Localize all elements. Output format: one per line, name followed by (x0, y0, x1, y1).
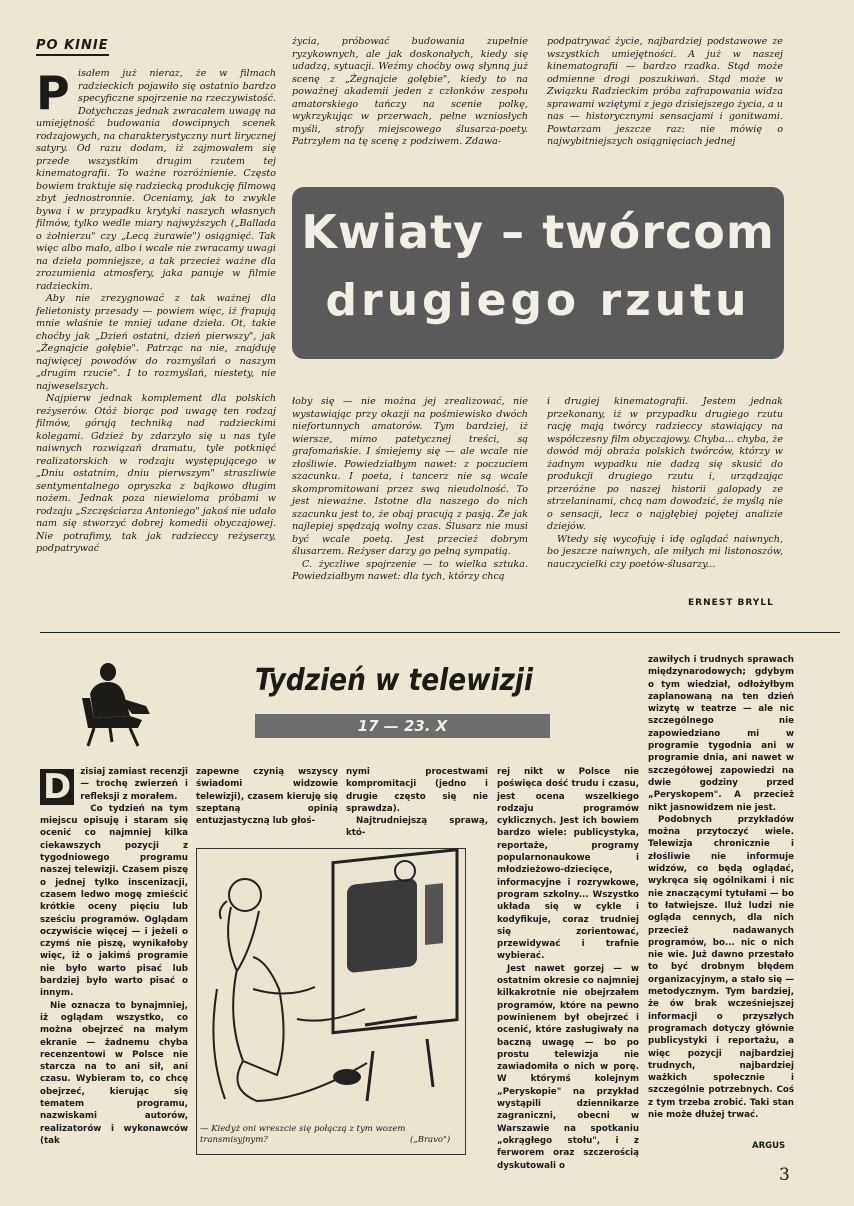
tv-paragraph: zapewne czynią wszyscy świadomi widzowie telewizji), czasem kieruję się szeptaną opinią entuzjastyczną lub głoś- (196, 767, 338, 827)
tv-paragraph: zisiaj zamiast recenzji — trochę zwierzeń i refleksji z morałem. (80, 767, 188, 802)
tv-signature: ARGUS (752, 1141, 786, 1151)
section-divider (40, 632, 840, 633)
tv-paragraph: Najtrudniejszą sprawą, któ- (346, 816, 488, 839)
article-paragraph: i drugiej kinematografii. Jestem jednak przekonany, iż w przypadku drugiego rzutu rację mają twórcy radzieccy stawiający na współczesny film obyczajowy. Chyba... chyba, że dowód mój obraża polskich twórców, którzy w żadnym wypadku nie dadzą się skusić do produkcji drugiego rzutu i, urządzając przeróżne po naszej historii galopady ze strzelaninami, chcą nam dowodzić, że myślą nie o sensacji, lecz o najgłębiej pojętej analizie dziejów. (547, 396, 783, 532)
page-number: 3 (779, 1165, 790, 1185)
tv-column-3 (346, 766, 488, 839)
article-column-2-bottom (292, 396, 528, 610)
article-column-1 (36, 68, 276, 608)
article-column-3-bottom (547, 396, 783, 594)
tv-date-range: 17 — 23. X (255, 714, 550, 738)
tv-paragraph: Nie oznacza to bynajmniej, iż oglądam wszystko, co można obejrzeć na małym ekranie — żadnemu chyba recenzentowi w Polsce nie starcza na to ani sił, ani czasu. Wybieram to, co chcę obejrzeć, kierując się tematem programu, nazwiskami autorów, realizatorów i wykonawców (tak (40, 1000, 188, 1146)
cartoon-credit: („Bravo") (410, 1135, 451, 1145)
tv-paragraph: rej nikt w Polsce nie poświęca dość trudu i czasu, jest ocena wszelkiego rodzaju programów cyklicznych. Jest ich bowiem bardzo wiele: publicystyka, reportaże, programy popularnonaukowe i młodzieżowo-dziecięce, informacyjne i rozrywkowe, program szkolny... Wszystko układa się w cykle i kodyfikuje, coraz trudniej się zorientować, przewidywać i trafnie wybierać. (497, 767, 639, 962)
tv-paragraph: Co tydzień na tym miejscu opisuję i staram się ocenić co najmniej kilka ciekawszych pozycji z tygodniowego programu naszej telewizji. Czasem piszę o jednej tylko inscenizacji, czasem ledwo mogę zmieścić krótkie oceny pięciu lub sześciu programów. Oglądam oczywiście więcej — i jeżeli o czymś nie piszę, wynikałoby więc, iż o jakimś programie nie było warto pisać lub bardziej było warto pisać o innym. (40, 803, 188, 999)
article-title-box (292, 187, 784, 359)
tv-dropcap: D (40, 769, 74, 805)
tv-paragraph: Jest nawet gorzej — w ostatnim okresie co najmniej kilkakrotnie nie obejrzałem programów, które na pewno powinienem był obejrzeć i ocenić, które zasługiwały na baczną uwagę — bo po prostu telewizja nie zawiadomiła o nich w porę. W którymś kolejnym „Peryskopie" na przykład wystąpili dziennikarze zagraniczni, obecni w Warszawie na spotkaniu „okrągłego stołu", i z ferworem oraz szczerością dyskutowali o (497, 963, 639, 1171)
article-column-2-top (292, 36, 528, 162)
article-paragraph: C. życzliwe spojrzenie — to wielka sztuka. Powiedziałbym nawet: dla tych, którzy chcą (292, 558, 528, 582)
article-paragraph: Aby nie zrezygnować z tak ważnej dla felietonisty przesady — powiem więc, iż frapują mnie właśnie te mniej udane dzieła. Ot, takie choćby jak „Dzień ostatni, dzień pierwszy", jak „Żegnajcie gołębie". Patrząc na nie, znajduję najwięcej powodów do rozmyślań o naszym „drugim rzucie". I to rozmyślań, niestety, nie najweselszych. (36, 293, 276, 392)
article-paragraph: isałem już nieraz, że w filmach radzieckich pojawiło się ostatnio bardzo specyficzne spojrzenie na rzeczywistość. Dotychczas jednak zwracałem uwagę na umiejętność budowania dowcipnych scenek rodzajowych, na charakterystyczny nurt lirycznej satyry. Od razu dodam, iż zajmowałem się przede wszystkim drugim rzutem tej kinematografii. To ważne rozróżnienie. Często bowiem traktuje się radziecką produkcję filmową zbyt jednostronnie. Oceniamy, jak to zwykle bywa i w przypadku krytyki naszych własnych filmów, tylko wedle miary najwyższych („Ballada o żołnierzu" czy „Lecą żurawie") osiągnięć. Tak więc albo mało, albo i wcale nie zwracamy uwagi na dzieła pomniejsze, a tak przecież ważne dla zrozumienia atmosfery, jaka panuje w filmie radzieckim. (36, 68, 276, 292)
tv-column-5 (648, 654, 794, 1138)
article-author: ERNEST BRYLL (688, 598, 774, 608)
tv-section-title: Tydzień w telewizji (255, 663, 534, 698)
article-paragraph: łoby się — nie można jej zrealizować, nie wystawiając przy okazji na pośmiewisko dwóch niefortunnych amatorów. Tym bardziej, iż wiersze, mimo patetycznej treści, są grafomańskie. I śmiejemy się — ale wcale nie złośliwie. Powiedziałbym nawet: z poczuciem szacunku. I poeta, i tancerz nie są wcale skompromitowani przez swą nieudolność. To jest nieważne. Istotne dla naszego do nich szacunku jest to, że obaj pracują z pasją. Że jak najlepiej spędzają wolny czas. Ślusarz nie musi być wcale poetą. Jest przecież dobrym ślusarzem. Reżyser darzy go pełną sympatią. (292, 396, 528, 557)
article-paragraph: Wtedy się wycofuję i idę oglądać naiwnych, bo jeszcze naiwnych, ale miłych mi listonoszów, nauczycielki czy poetów-ślusarzy... (547, 533, 783, 570)
tv-paragraph: zawiłych i trudnych sprawach międzynarodowych; gdybym o tym wiedział, odłożyłbym zaplanowaną na ten dzień wizytę w teatrze — ale nic szczególnego nie zapowiedziano mi w programie tygodnia ani w programie dnia, ani nawet w szczegółowej zapowiedzi na dwie godziny przed „Peryskopem". A przecież nikt jasnowidzem nie jest. (648, 655, 794, 813)
cartoon-caption: — Kiedyż oni wreszcie się połączą z tym wozem transmisyjnym? (200, 1124, 406, 1145)
section-label: PO KINIE (36, 38, 109, 56)
tv-viewer-icon (80, 658, 156, 748)
tv-column-2 (196, 766, 338, 826)
tv-paragraph: nymi procestwami kompromitacji (jedno i drugie często się nie sprawdza). (346, 767, 488, 814)
cartoon-drawing (197, 849, 465, 1124)
article-paragraph: Najpierw jednak komplement dla polskich reżyserów. Otóż biorąc pod uwagę ten rodzaj filmów, górują techniką nad radzieckimi kolegami. Gdzież by zdarzyło się u nas tyle naiwnych rozwiązań dramatu, tyle potknięć realizatorskich w rodzaju występującego w „Dniu ostatnim, dniu pierwszym" straszliwie sentymentalnego opryszka z bajkowo długim nożem. Jednak poza niewieloma próbami w rodzaju „Szczęściarza Antoniego" jakoś nie udało nam się stworzyć dobrej komedii obyczajowej. Nie potrafimy, tak jak radzieccy reżyserzy, podpatrywać (36, 393, 276, 554)
article-paragraph: życia, próbować budowania zupełnie ryzykownych, ale jak doskonałych, kiedy się udadzą, sytuacji. Weźmy choćby ową słynną już scenę z „Żegnajcie gołębie", kiedy to na poważnej akademii jeden z członków zespołu amatorskiego tańczy na scenie polkę, wykrzykując w przerwach, pełne wzniosłych myśli, strofy miejscowego ślusarza-poety. Patrzyłem na tę scenę z podziwem. Zdawa- (292, 36, 528, 147)
article-title-line-1: Kwiaty – twórcom (301, 205, 775, 259)
article-column-3-top (547, 36, 783, 162)
tv-paragraph: Podobnych przykładów można przytoczyć wiele. Telewizja chronicznie i złośliwie nie informuje widzów, co będą oglądać, wykręca się ogólnikami i nic nie znaczącymi tytułami — bo to łatwiejsze. Iluż ludzi nie ogląda cennych, dla nich przecież nadawanych programów, bo... nic o nich nie wie. Już dawno przestało to być drobnym błędem organizacyjnym, a stało się — metodycznym. Tym bardziej, że ów brak wcześniejszej informacji o przyszłych programach dotyczy głównie publicystyki i reportażu, a więc pozycji najbardziej trudnych, najbardziej ważkich społecznie i szczególnie potrzebnych. Coś z tym trzeba zrobić. Taki stan nie może dłużej trwać. (648, 814, 794, 1120)
tv-column-4 (497, 766, 639, 1171)
cartoon-illustration (196, 848, 466, 1155)
article-title-line-2: drugiego rzutu (325, 275, 751, 326)
article-dropcap: P (36, 66, 70, 120)
tv-column-1 (40, 766, 188, 1158)
article-paragraph: podpatrywać życie, najbardziej podstawowe ze wszystkich umiejętności. A już w naszej kinematografii — bardzo rzadka. Stąd może odmienne drogi poszukiwań. Stąd może w Związku Radzieckim próba zafrapowania widza sprawami wziętymi z jego dzisiejszego życia, a u nas — historycznymi sensacjami i gonitwami. Powtarzam jeszcze raz: nie mówię o najwybitniejszych osiągnięciach jednej (547, 36, 783, 147)
